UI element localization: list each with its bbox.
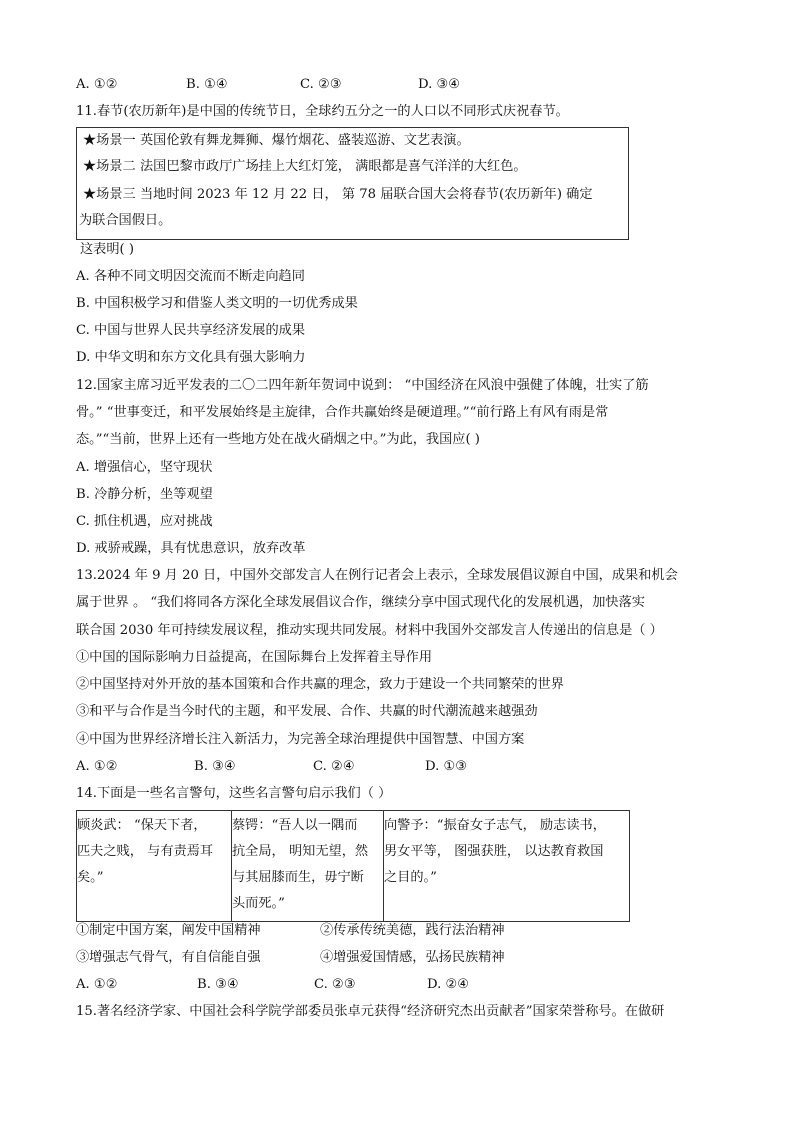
q13-stem-line-2: 属于世界 。 “我们将同各方深化全球发展倡议合作，继续分享中国式现代化的发展机遇，加快落实 xyxy=(76,595,645,610)
q12-option-b[interactable]: B. 冷静分析，坐等观望 xyxy=(76,487,213,502)
q14-statement-3: ③增强志气骨气，有自信能自强 xyxy=(76,950,261,965)
quote-line: 抗全局， 明知无望，然 xyxy=(232,844,369,859)
q11-scene-2: ★场景二 法国巴黎市政厅广场挂上大红灯笼， 满眼都是喜气洋洋的大红色。 xyxy=(83,159,527,174)
q14-quotes-table xyxy=(76,810,630,922)
quote-line: 头而死。” xyxy=(232,896,285,911)
q14-option-b[interactable]: B. ③④ xyxy=(197,977,239,992)
quote-gu-yanwu xyxy=(77,811,232,922)
q12-stem-line-2: 骨。” “世事变迁，和平发展始终是主旋律，合作共赢始终是硬道理。”“前行路上有风有雨是常 xyxy=(76,405,609,420)
q14-statement-1: ①制定中国方案，阐发中国精神 xyxy=(76,923,261,938)
q13-option-b[interactable]: B. ③④ xyxy=(194,759,236,774)
quote-line: 男女平等， 图强获胜， 以达教育救国 xyxy=(384,844,604,859)
q12-option-c[interactable]: C. 抓住机遇，应对挑战 xyxy=(76,514,213,529)
q13-option-d[interactable]: D. ①③ xyxy=(425,759,468,774)
quote-line: 顾炎武： “保天下者， xyxy=(77,818,207,833)
q15-stem-line-1: 15.著名经济学家、中国社会科学院学部委员张卓元获得“经济研究杰出贡献者”国家荣誉称号。在做研 xyxy=(76,1004,665,1019)
q11-scenario-box xyxy=(76,127,629,240)
q10-option-a[interactable]: A. ①② xyxy=(76,77,118,92)
q11-scene-1: ★场景一 英国伦敦有舞龙舞狮、爆竹烟花、盛装巡游、文艺表演。 xyxy=(83,133,470,148)
q14-option-c[interactable]: C. ②③ xyxy=(314,977,356,992)
q10-option-c[interactable]: C. ②③ xyxy=(300,77,342,92)
q12-stem-line-1: 12.国家主席习近平发表的二〇二四年新年贺词中说到： “中国经济在风浪中强健了体魄，壮实了筋 xyxy=(76,378,649,393)
q11-option-d[interactable]: D. 中华文明和东方文化具有强大影响力 xyxy=(76,350,306,365)
q12-option-d[interactable]: D. 戒骄戒躁，具有忧患意识，放弃改革 xyxy=(76,541,306,556)
q13-option-c[interactable]: C. ②④ xyxy=(313,759,355,774)
quote-line: 之目的。” xyxy=(384,870,437,885)
q13-statement-4: ④中国为世界经济增长注入新活力，为完善全球治理提供中国智慧、中国方案 xyxy=(76,732,525,747)
q13-option-a[interactable]: A. ①② xyxy=(76,759,118,774)
q13-stem-line-1: 13.2024 年 9 月 20 日，中国外交部发言人在例行记者会上表示，全球发展倡议源自中国，成果和机会 xyxy=(76,568,678,583)
quote-line: 向警予：“振奋女子志气， 励志读书， xyxy=(384,818,606,833)
q11-scene-3-cont: 为联合国假日。 xyxy=(79,213,172,228)
q11-scene-3: ★场景三 当地时间 2023 年 12 月 22 日， 第 78 届联合国大会将春节(农历新年) 确定 xyxy=(83,187,593,202)
q10-option-d[interactable]: D. ③④ xyxy=(418,77,461,92)
q14-statement-2: ②传承传统美德，践行法治精神 xyxy=(320,923,505,938)
quote-xiang-jingyu xyxy=(384,811,630,922)
q11-option-b[interactable]: B. 中国积极学习和借鉴人类文明的一切优秀成果 xyxy=(76,296,358,311)
q10-option-b[interactable]: B. ①④ xyxy=(186,77,228,92)
q13-statement-2: ②中国坚持对外开放的基本国策和合作共赢的理念，致力于建设一个共同繁荣的世界 xyxy=(76,677,564,692)
q12-option-a[interactable]: A. 增强信心，坚守现状 xyxy=(76,460,213,475)
q11-option-c[interactable]: C. 中国与世界人民共享经济发展的成果 xyxy=(76,323,306,338)
q13-stem-line-3: 联合国 2030 年可持续发展议程，推动实现共同发展。材料中我国外交部发言人传递出的信息是（ ） xyxy=(76,623,663,638)
quote-line: 蔡锷：“吾人以一隅而 xyxy=(232,818,358,833)
q11-option-a[interactable]: A. 各种不同文明因交流而不断走向趋同 xyxy=(76,269,305,284)
q13-statement-3: ③和平与合作是当今时代的主题，和平发展、合作、共赢的时代潮流越来越强劲 xyxy=(76,704,538,719)
q14-option-d[interactable]: D. ②④ xyxy=(427,977,470,992)
q14-stem: 14.下面是一些名言警句，这些名言警句启示我们（ ） xyxy=(76,786,392,801)
quote-cai-e xyxy=(232,811,384,922)
q12-stem-line-3: 态。”“当前，世界上还有一些地方处在战火硝烟之中。”为此，我国应( ) xyxy=(76,432,480,447)
q11-stem: 11.春节(农历新年)是中国的传统节日，全球约五分之一的人口以不同形式庆祝春节。 xyxy=(76,104,569,119)
quote-line: 矣。” xyxy=(77,870,104,885)
quote-line: 匹夫之贱， 与有责焉耳 xyxy=(77,844,214,859)
q13-statement-1: ①中国的国际影响力日益提高，在国际舞台上发挥着主导作用 xyxy=(76,650,433,665)
q11-tail: 这表明( ) xyxy=(80,242,135,257)
q14-statement-4: ④增强爱国情感，弘扬民族精神 xyxy=(320,950,505,965)
q14-option-a[interactable]: A. ①② xyxy=(76,977,118,992)
quote-line: 与其屈膝而生，毋宁断 xyxy=(232,870,364,885)
